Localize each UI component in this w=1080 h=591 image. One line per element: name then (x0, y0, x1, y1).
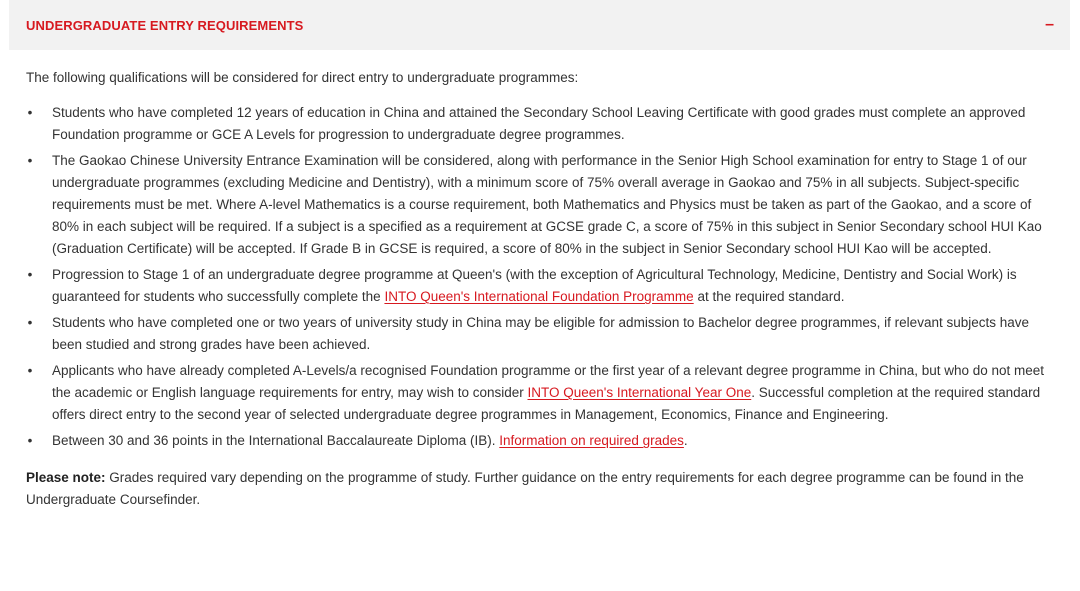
intro-text: The following qualifications will be considered for direct entry to undergraduate programmes: (26, 70, 579, 85)
requirements-list (26, 102, 1056, 452)
list-item (26, 360, 1056, 426)
bullet-icon: • (27, 153, 33, 168)
foundation-programme-link[interactable]: INTO Queen's International Foundation Programme (384, 289, 694, 304)
collapse-icon[interactable]: – (1045, 16, 1054, 33)
list-item-text: The Gaokao Chinese University Entrance Examination will be considered, along with performance in the Senior High School examination for entry to Stage 1 of our undergraduate programmes (excluding Medicine and Dentistry), with a minimum score of 75% overall average in Gaokao and 75% in all subjects. Subject-specific requirements must be met. Where A-level Mathematics is a course requirement, both Mathematics and Physics must be taken as part of the Gaokao, and a score of 80% in each subject will be required. If a subject is a specified as a requirement at GCSE grade C, a score of 75% in this subject in Senior Secondary school HUI Kao (Graduation Certificate) will be accepted. If Grade B in GCSE is required, a score of 80% in the subject in Senior Secondary school HUI Kao will be accepted. (52, 153, 1042, 256)
list-item-text: Students who have completed 12 years of education in China and attained the Secondary School Leaving Certificate with good grades must complete an approved Foundation programme or GCE A Levels for progression to undergraduate degree programmes. (52, 105, 1026, 142)
bullet-icon: • (27, 267, 33, 282)
list-item-text: Students who have completed one or two years of university study in China may be eligible for admission to Bachelor degree programmes, if relevant subjects have been studied and strong grades have been achieved. (52, 315, 1030, 352)
international-year-one-link[interactable]: INTO Queen's International Year One (527, 385, 752, 400)
note-text: Grades required vary depending on the programme of study. Further guidance on the entry requirements for each degree programme can be found in the Undergraduate Coursefinder. (26, 470, 1024, 507)
list-item-text: Between 30 and 36 points in the International Baccalaureate Diploma (IB). (52, 433, 500, 448)
accordion-header[interactable] (9, 0, 1070, 50)
list-item (26, 264, 1056, 308)
accordion-title: UNDERGRADUATE ENTRY REQUIREMENTS (26, 17, 304, 33)
list-item-text: at the required standard. (693, 289, 845, 304)
bullet-icon: • (27, 315, 33, 330)
list-item (26, 312, 1056, 356)
list-item-text: Progression to Stage 1 of an undergraduate degree programme at Queen's (with the exception of Agricultural Technology, Medicine, Dentistry and Social Work) is guaranteed for students who successfully complete the (52, 267, 1017, 304)
bullet-icon: • (27, 105, 33, 120)
list-item (26, 430, 1056, 452)
required-grades-link[interactable]: Information on required grades (499, 433, 684, 448)
bullet-icon: • (27, 363, 33, 378)
please-note (26, 467, 1056, 511)
list-item-text: . Successful completion at the required standard offers direct entry to the second year of selected undergraduate degree programmes in Management, Economics, Finance and Engineering. (52, 385, 1041, 422)
list-item-text: Applicants who have already completed A-Levels/a recognised Foundation programme or the first year of a relevant degree programme in China, but who do not meet the academic or English language requirements for entry, may wish to consider (52, 363, 1045, 400)
list-item-text: . (683, 433, 688, 448)
list-item (26, 102, 1056, 146)
bullet-icon: • (27, 433, 33, 448)
accordion-content (26, 67, 1056, 511)
note-label: Please note: (26, 470, 106, 485)
list-item (26, 150, 1056, 260)
